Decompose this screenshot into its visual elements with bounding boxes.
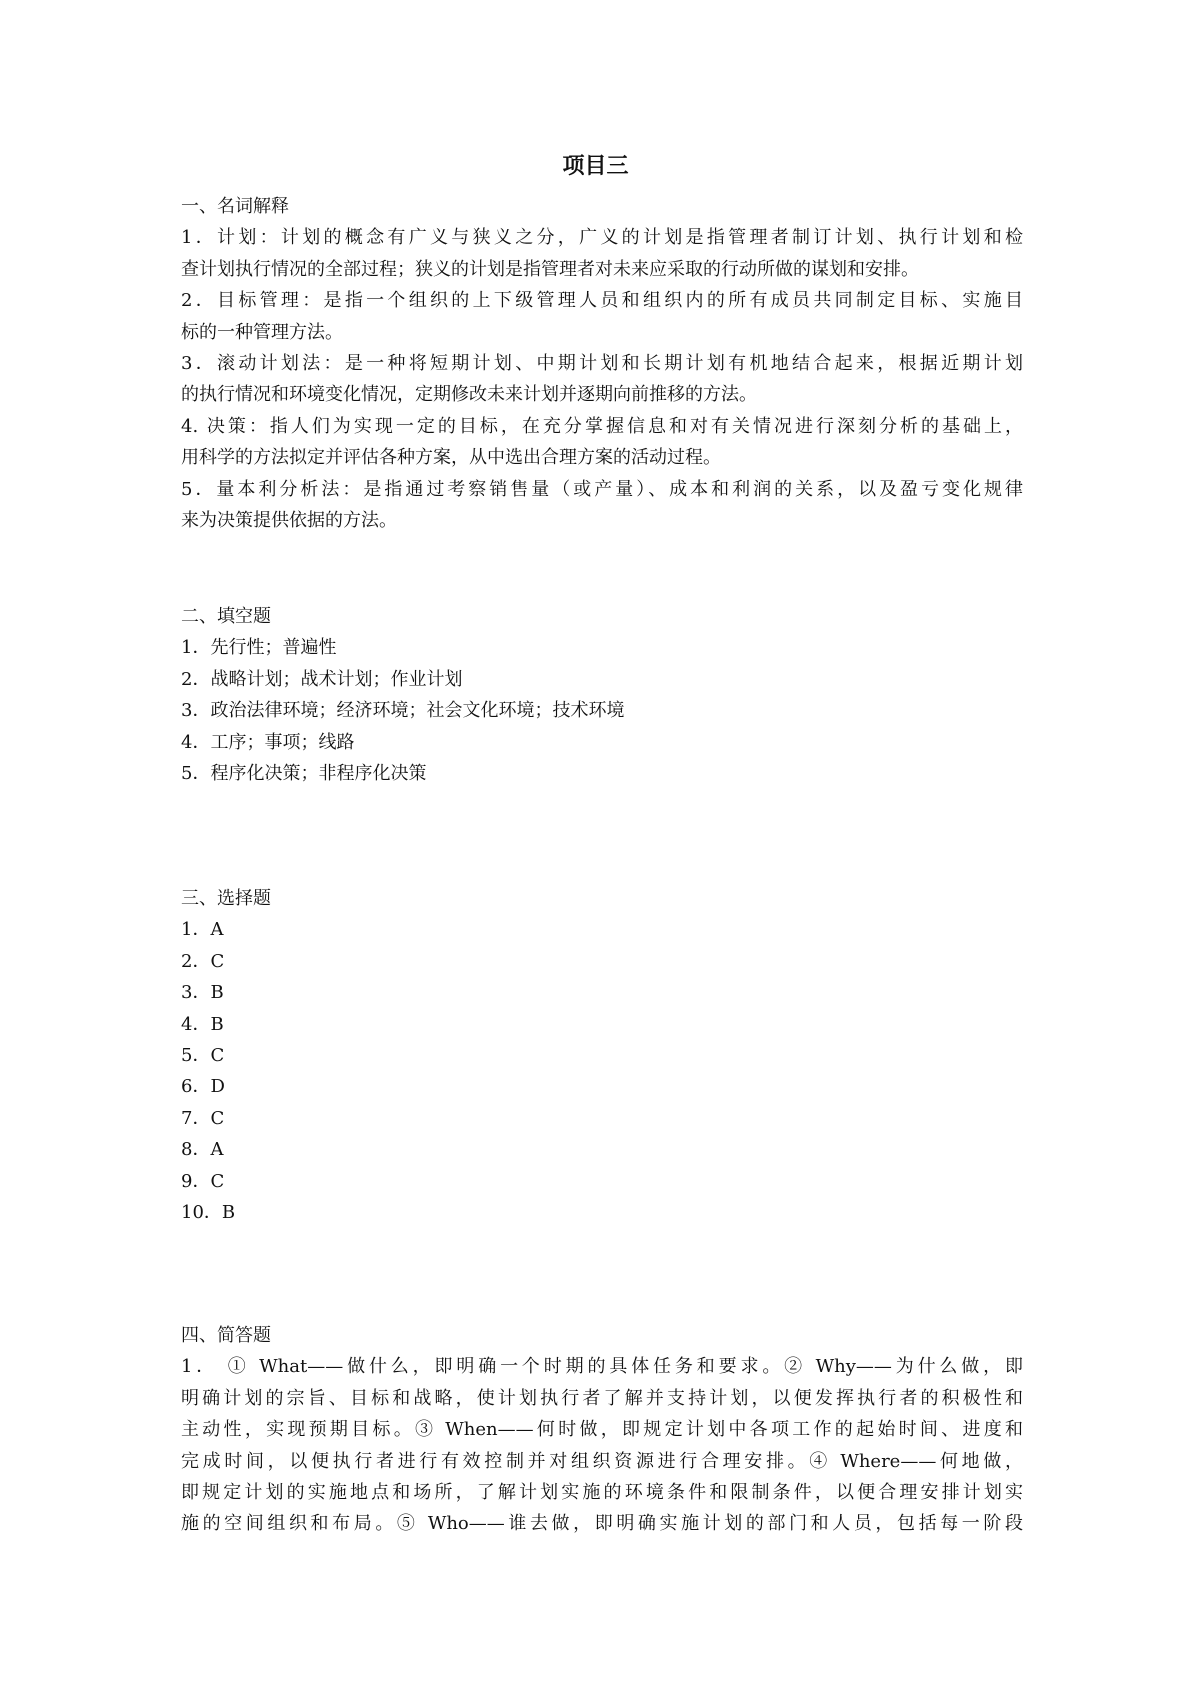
answer-line: 9．C [181,1170,225,1192]
text-line: 用科学的方法拟定并评估各种方案，从中选出合理方案的活动过程。 [181,447,721,469]
text-line: 查计划执行情况的全部过程；狭义的计划是指管理者对未来应采取的行动所做的谋划和安排。 [181,258,919,280]
section-fill-in [181,601,1023,789]
answer-line: 5．C [181,1044,225,1066]
section-multiple-choice [181,883,1023,1228]
answer-line: 8．A [181,1139,224,1161]
answer-line: 2．战略计划；战术计划；作业计划 [181,668,463,690]
text-line: 1．计划：计划的概念有广义与狭义之分，广义的计划是指管理者制订计划、执行计划和检 [181,227,1023,249]
section-heading: 三、选择题 [181,888,271,909]
text-line: 来为决策提供依据的方法。 [181,509,397,531]
answer-line: 1．A [181,919,224,941]
text-line: 施的空间组织和布局。⑤ Who——谁去做，即明确实施计划的部门和人员，包括每一阶段 [181,1513,1023,1535]
section-terms [181,191,1023,536]
section-heading: 一、名词解释 [181,196,289,217]
text-line: 标的一种管理方法。 [181,321,343,343]
text-line: 4. 决策：指人们为实现一定的目标，在充分掌握信息和对有关情况进行深刻分析的基础上， [181,415,1023,437]
text-line: 5．量本利分析法：是指通过考察销售量（或产量）、成本和利润的关系，以及盈亏变化规律 [181,478,1023,500]
section-heading: 二、填空题 [181,606,271,627]
answer-line: 4．B [181,1013,224,1035]
answer-line: 3．政治法律环境；经济环境；社会文化环境；技术环境 [181,700,625,722]
section-heading: 四、简答题 [181,1325,271,1346]
text-line: 的执行情况和环境变化情况，定期修改未来计划并逐期向前推移的方法。 [181,384,757,406]
answer-line: 10．B [181,1201,236,1223]
text-line: 主动性，实现预期目标。③ When——何时做，即规定计划中各项工作的起始时间、进度和 [181,1419,1023,1441]
text-line: 3．滚动计划法：是一种将短期计划、中期计划和长期计划有机地结合起来，根据近期计划 [181,352,1023,374]
answer-line: 6．D [181,1076,225,1098]
answer-line: 1．先行性；普遍性 [181,637,337,659]
answer-line: 3．B [181,982,224,1004]
answer-line: 7．C [181,1107,225,1129]
answer-line: 4．工序；事项；线路 [181,731,355,753]
text-line: 明确计划的宗旨、目标和战略，使计划执行者了解并支持计划，以便发挥执行者的积极性和 [181,1387,1023,1409]
text-line: 2．目标管理：是指一个组织的上下级管理人员和组织内的所有成员共同制定目标、实施目 [181,290,1023,312]
text-line: 即规定计划的实施地点和场所，了解计划实施的环境条件和限制条件，以便合理安排计划实 [181,1481,1023,1503]
page-title: 项目三 [562,153,629,179]
text-line: 1． ① What——做什么，即明确一个时期的具体任务和要求。② Why——为什么做，即 [181,1356,1023,1378]
section-short-answer [181,1320,1023,1540]
answer-line: 2．C [181,950,225,972]
answer-line: 5．程序化决策；非程序化决策 [181,762,427,784]
text-line: 完成时间，以便执行者进行有效控制并对组织资源进行合理安排。④ Where——何地做， [181,1450,1023,1472]
